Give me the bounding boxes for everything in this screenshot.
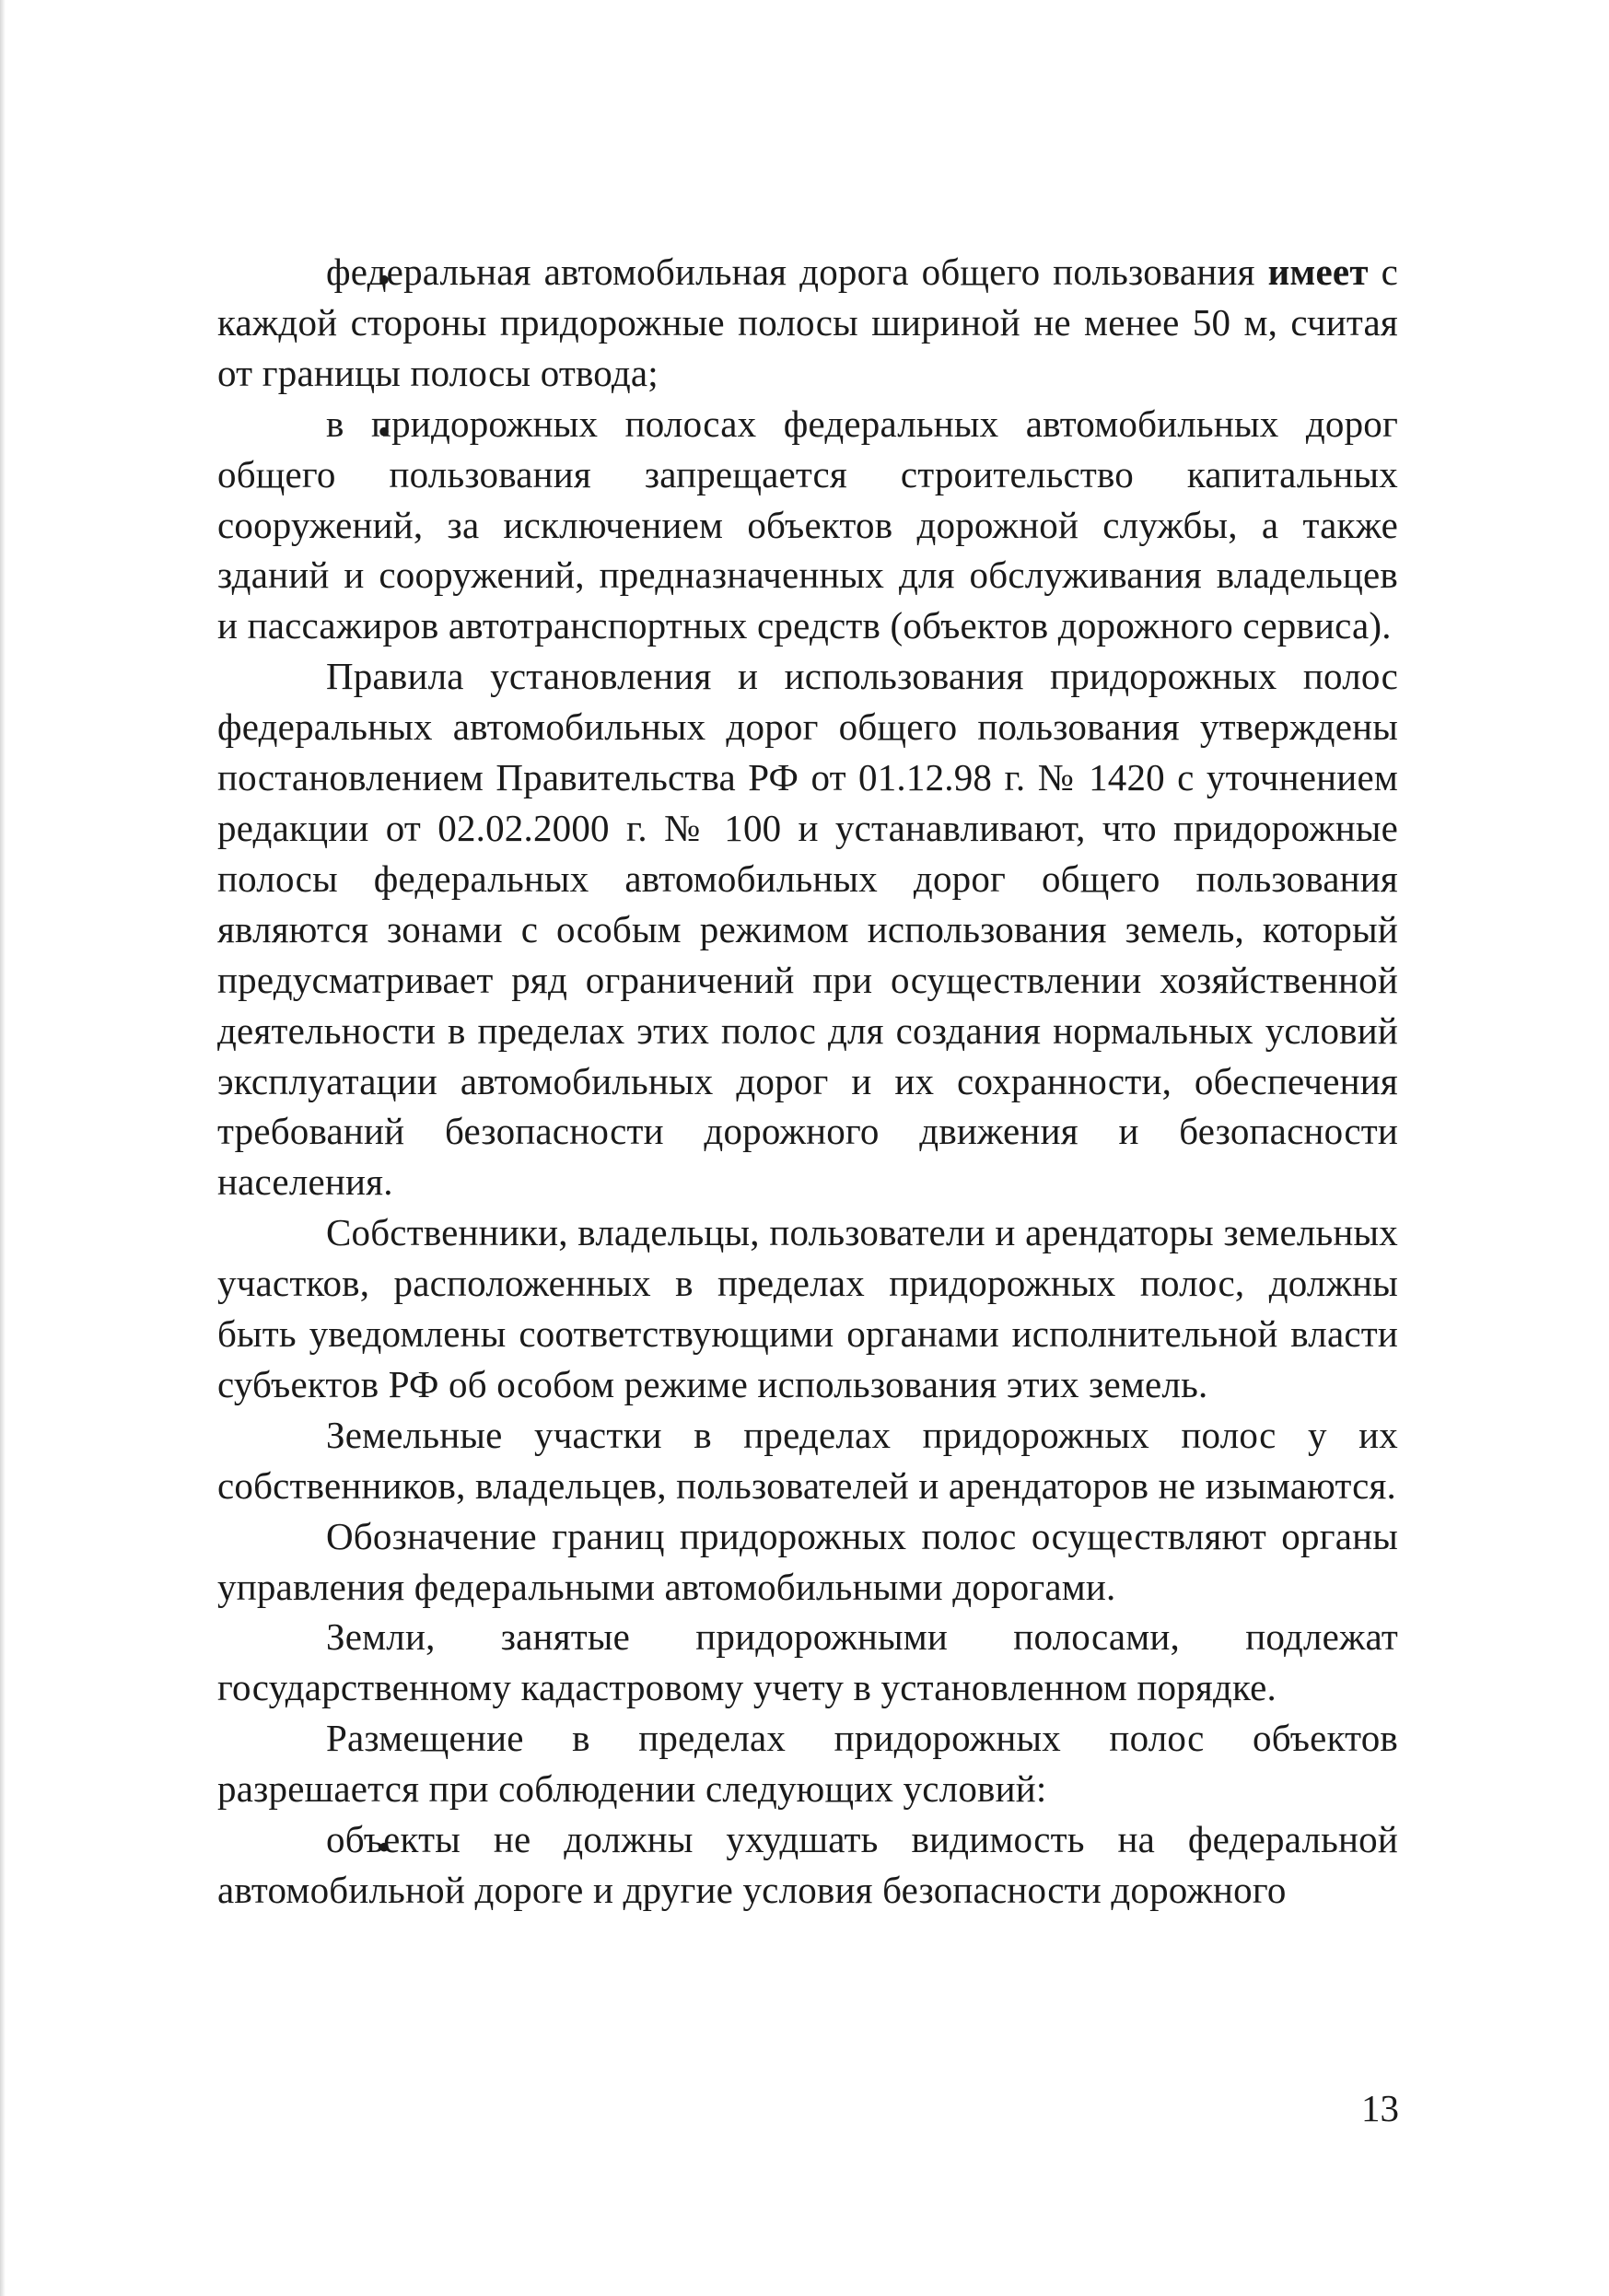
bullet-1-text-b: с каждой стороны придорожные полосы шириной не менее 50 м, считая от границы полосы отвода; bbox=[217, 251, 1398, 394]
bullet-paragraph-3 bbox=[217, 1814, 1398, 1916]
paragraph-cadastre: Земли, занятые придорожными полосами, подлежат государственному кадастровому учету в установленном порядке. bbox=[217, 1615, 1398, 1709]
paragraph-owners: Собственники, владельцы, пользователи и арендаторы земельных участков, расположенных в пределах придорожных полос, должны быть уведомлены соответствующими органами исполнительной власти субъектов РФ об особом режиме использования этих земель. bbox=[217, 1211, 1398, 1405]
paragraph-rules: Правила установления и использования придорожных полос федеральных автомобильных дорог общего пользования утверждены постановлением Правительства РФ от 01.12.98 г. № 1420 с уточнением редакции от 02.02.2000 г. № 100 и устанавливают, что придорожные полосы федеральных автомобильных дорог общего пользования являются зонами с особым режимом использования земель, который предусматривает ряд ограничений при осуществлении хозяйственной деятельности в пределах этих полос для создания нормальных условий эксплуатации автомобильных дорог и их сохранности, обеспечения требований безопасности дорожного движения и безопасности населения. bbox=[217, 655, 1398, 1204]
text-column bbox=[217, 247, 1398, 1916]
bullet-paragraph-1 bbox=[217, 247, 1398, 399]
scan-edge-shadow bbox=[0, 0, 6, 2296]
paragraph-boundaries: Обозначение границ придорожных полос осуществляют органы управления федеральными автомобильными дорогами. bbox=[217, 1514, 1398, 1608]
bullet-paragraph-2 bbox=[217, 399, 1398, 652]
page-number: 13 bbox=[1361, 2087, 1399, 2129]
paragraph-placement: Размещение в пределах придорожных полос объектов разрешается при соблюдении следующих условий: bbox=[217, 1717, 1398, 1811]
paragraph-land-plots: Земельные участки в пределах придорожных полос у их собственников, владельцев, пользователей и арендаторов не изымаются. bbox=[217, 1413, 1398, 1507]
bullet-3-text: объекты не должны ухудшать видимость на федеральной автомобильной дороге и другие условия безопасности дорожного bbox=[217, 1818, 1398, 1911]
bullet-1-text-bold: имеет bbox=[1267, 251, 1369, 293]
bullet-1-text-a: федеральная автомобильная дорога общего пользования bbox=[326, 251, 1268, 293]
bullet-2-text: в придорожных полосах федеральных автомобильных дорог общего пользования запрещается строительство капитальных сооружений, за исключением объектов дорожной службы, а также зданий и сооружений, предназначенных для обслуживания владельцев и пассажиров автотранспортных средств (объектов дорожного сервиса). bbox=[217, 402, 1398, 647]
